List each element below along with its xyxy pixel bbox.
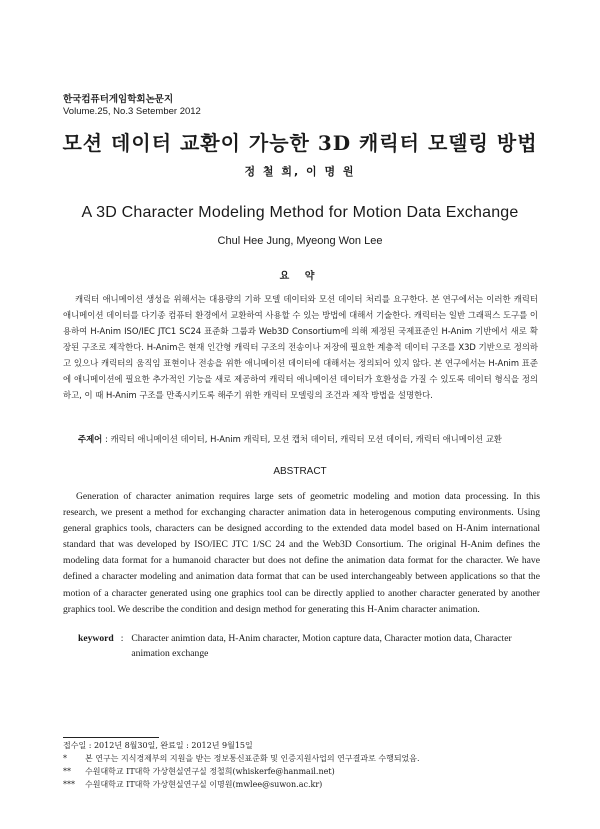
footnote-dates: 접수일 : 2012년 8월30일, 완료일 : 2012년 9월15일 <box>63 741 253 750</box>
authors-korean: 정 철 희, 이 명 원 <box>244 165 356 178</box>
footnote-mark: *** <box>63 780 75 789</box>
footnote-text: 본 연구는 지식경제부의 지원을 받는 정보통신표준화 및 인증지원사업의 연구결과로 수행되었음. <box>85 754 420 763</box>
footnote-text: 수원대학교 IT대학 가상현실연구실 이명원(mwlee@suwon.ac.kr) <box>85 780 323 789</box>
keywords-english-text: Character animtion data, H-Anim character, Motion capture data, Character motion data, Character animation exchange <box>131 633 512 659</box>
authors-english: Chul Hee Jung, Myeong Won Lee <box>217 235 383 247</box>
journal-name: 한국컴퓨터게임학회논문지 <box>63 94 174 105</box>
keywords-english <box>78 631 548 661</box>
keywords-korean-separator: : <box>104 434 111 444</box>
abstract-korean-heading: 요 약 <box>279 271 321 282</box>
title-english: A 3D Character Modeling Method for Motion Data Exchange <box>81 204 519 221</box>
keywords-korean-label: 주제어 <box>78 434 103 444</box>
footnote-mark: * <box>63 754 67 763</box>
abstract-english-body: Generation of character animation requires large sets of geometric modeling and motion data processing. In this research, we present a method for exchanging character animation data in heterogenous computing environments. Using general graphics tools, characters can be designed according to the extended data model based on H-Anim international standard that was developed by ISO/IEC JTC 1/SC 24 and the Web3D Consortium. The original H-Anim defines the modeling data format for a humanoid character but does not define the animation data format for the character. We have defined a character modeling and animation data format that can be used interchangeably between applications so that the motion of a character generated using one graphics tool can be directly applied to another character generated by another graphics tool. We describe the condition and design method for generating this H-Anim character animation. <box>63 491 540 615</box>
footnotes <box>63 739 543 791</box>
footnote-item <box>63 752 543 765</box>
footnote-mark: ** <box>63 767 71 776</box>
footnote-item <box>63 765 543 778</box>
keywords-english-label: keyword <box>78 633 114 644</box>
footnote-item <box>63 778 543 791</box>
footnote-divider <box>63 737 159 738</box>
keywords-korean-text: 캐릭터 애니메이션 데이터, H-Anim 캐릭터, 모션 캡처 데이터, 캐릭터 모션 데이터, 캐릭터 애니메이션 교환 <box>110 434 502 444</box>
journal-issue: Volume.25, No.3 Setember 2012 <box>63 106 201 117</box>
footnote-text: 수원대학교 IT대학 가상현실연구실 정철희(whiskerfe@hanmail.net) <box>85 767 335 776</box>
keywords-english-separator: : <box>120 633 124 644</box>
keywords-korean <box>78 433 548 445</box>
journal-header <box>63 94 201 118</box>
abstract-english-heading: ABSTRACT <box>273 466 327 477</box>
title-korean: 모션 데이터 교환이 가능한 3D 캐릭터 모델링 방법 <box>62 131 538 155</box>
abstract-korean-body: 캐릭터 애니메이션 생성을 위해서는 대용량의 기하 모델 데이터와 모션 데이터 처리를 요구한다. 본 연구에서는 이러한 캐릭터 애니메이션 데이터를 다기종 컴퓨터 환경에서 교환하여 사용할 수 있는 방법에 대해서 기술한다. 캐릭터는 일반 그래픽스 도구를 이용하여 H-Anim ISO/IEC JTC1 SC24 표준화 그룹과 Web3D Consortium에 의해 제정된 국제표준인 H-Anim 기반에서 새로 확장된 구조로 제작한다. H-Anim은 현재 인간형 캐릭터 구조의 전송이나 저장에 필요한 계층적 데이터 구조를 X3D 기반으로 정의하고 있으나 캐릭터의 움직임 표현이나 전송을 위한 애니메이션 데이터에 대해서는 정의되어 있지 않다. 본 연구에서는 H-Anim 표준에 애니메이션에 필요한 추가적인 기능을 새로 제공하여 캐릭터 애니메이션 데이터가 호환성을 가질 수 있도록 데이터 형식을 정의하고, 이 때 H-Anim 구조를 만족시키도록 해주기 위한 캐릭터 모델링의 조건과 제작 방법을 설명한다. <box>63 294 538 400</box>
